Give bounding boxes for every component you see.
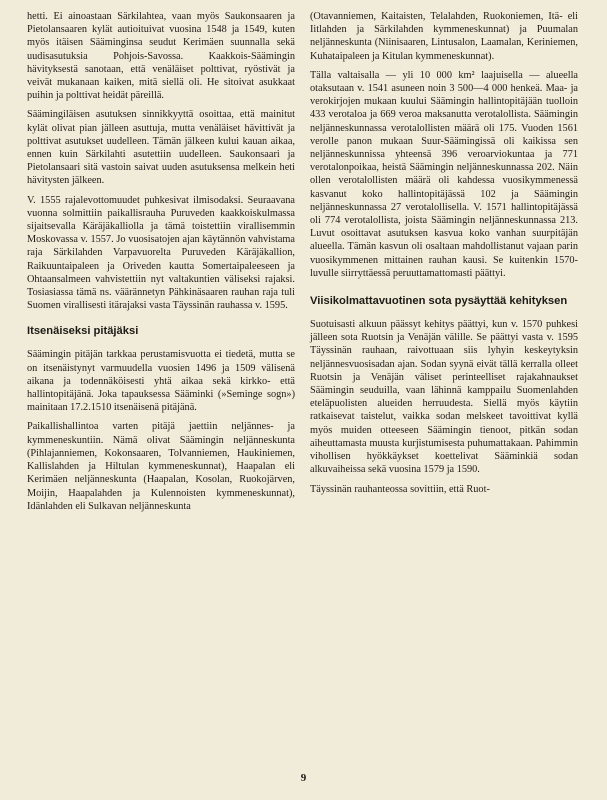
paragraph: Tälla valtaisalla — yli 10 000 km² laajuisella — alueella otaksutaan v. 1541 asuneen noin 3 500—4 000 henkeä. Maa- ja verokirjojen mukaan kuului Säämingin hallintopitäjään tuolloin 433 verotaloa ja 669 veroa maksanutta verotalollista. Säämingin neljänneskunnassa verotalollisten määrä oli 175. Vuoden 1561 verolle panon mukaan Suur-Säämingissä oli kaikissa sen neljänneskunnissa yhteensä 396 veroarviokuntaa ja 771 verotalonpoikaa, heistä Säämingin neljänneskunnassa 202. Näin ollen verotalollisten määrä oli kahdessa vuosikymmenessä kasvanut koko hallintopitäjässä 102 ja Säämingin neljänneskunnassa 27 verotalollisella. V. 1571 hallintopitäjässä oli 774 verotalollista, joista Säämingin neljänneskunnassa 213. Luvut osoittavat asutuksen kasvua koko vanhan suurpitäjän alueella. Tämän kasvun oli osaltaan mahdollistanut vajaan parin vuosikymmenen mittainen rauhan kausi. Se kuitenkin 1570-luvulle siirryttäessä peruuttamattomasti päättyi. (310, 69, 578, 279)
right-column (310, 10, 578, 502)
left-column (27, 10, 295, 519)
paragraph: hetti. Ei ainoastaan Särkilahtea, vaan myös Saukonsaaren ja Pietolansaaren kylät autioituivat vuosina 1548 ja 1549, kuten myös itäisen Sääminginsa seudut Kerimäen suunnalla sekä uudisasutuksia Pohjois-Savossa. Kaakkois-Säämingin hävityksestä sanotaan, että venäläiset polttivat, ryöstivät ja veivät mukanaan kaiken, mitä siellä oli. He sitoivat asukkaat puihin ja polttivat heidät päreillä. (27, 11, 295, 102)
paragraph: Täyssinän rauhanteossa sovittiin, että Ruot- (310, 483, 490, 495)
paragraph: Säämingiläisen asutuksen sinnikkyyttä osoittaa, että mainitut kylät olivat pian jälleen asuttuja, mutta venäläiset hävittivät ja polttivat asutukset uudelleen. Tämän jälkeen kului kauan aikaa, ennen kuin Särkilahti asutettiin uudelleen. Saukonsaari ja Pietolansaari sitä vastoin saivat uuden asutuksensa melkein heti hävitysten jälkeen. (27, 109, 295, 187)
paragraph: Paikallishallintoa varten pitäjä jaettiin neljännes- ja kymmeneskuntiin. Nämä olivat Säämingin neljänneskunta (Pihlajanniemen, Kokonsaaren, Tolvanniemen, Haukiniemen, Kallislahden ja Hiltulan kymmeneskunnat), Haapalan eli Kerimäen neljänneskunta (Haapalan, Kosolan, Ruokojärven, Moijin, Haapalahden ja Kulennoisten kymmeneskunnat), Idänlahden eli Sulkavan neljänneskunta (27, 421, 295, 512)
page-number: 9 (300, 772, 307, 784)
section-heading: Itsenäiseksi pitäjäksi (27, 325, 139, 338)
paragraph: V. 1555 rajalevottomuudet puhkesivat ilmisodaksi. Seuraavana vuonna solmittiin paikallisrauha Puruveden kaakkoiskulmassa sijaitsevalla Käräjäkalliolla ja tämä toistettiin virallisemmin Moskovassa v. 1557. Jo vuosisatojen ajan käytännön vahvistama raja Särkilahden Varpavuorelta Puruveden Käräjäkallion, Raikuuntaipaleen ja Oriveden kautta Somertaipaleeseen ja Ohtaansalmeen vahvistettiin nyt valtakuntien väliseksi rajaksi. Tosiasiassa tämä ns. väärännetyn Pähkinäsaaren rauhan raja tuli Suomen virallisesti itärajaksi vasta Täyssinän rauhassa v. 1595. (27, 194, 295, 312)
paragraph: Säämingin pitäjän tarkkaa perustamisvuotta ei tiedetä, mutta se on itsenäistynyt varmuudella vuosien 1496 ja 1509 välisenä aikana ja todennäköisesti yhtä aikaa sekä kirkko- että hallintopitäjänä. Joka tapauksessa Sääminki (»Seminge sogn») mainitaan 17.2.1510 itsenäisenä pitäjänä. (27, 349, 295, 414)
paragraph: (Otavanniemen, Kaitaisten, Telalahden, Ruokoniemen, Itä- eli Iitlahden ja Särkilahden kymmeneskunnat) ja Puumalan neljänneskunta (Niinisaaren, Lintusalon, Laamalan, Keriniemen, Kuhataipaleen ja Kitulan kymmeneskunnat). (310, 11, 578, 62)
paragraph: Suotuisasti alkuun päässyt kehitys päättyi, kun v. 1570 puhkesi jälleen sota Ruotsin ja Venäjän välille. Se päättyi vasta v. 1595 Täyssinän rauhaan, raivottuaan siis lyhyin keskeytyksin neljännesvuosisadan ajan. Sodan syynä eivät tällä kerralla olleet Ruotsin ja Venäjän väliset perinteelliset rajakahnaukset Säämingin seuduilla, vaan lähinnä kamppailu Suomenlahden eteläpuolisten alueiden herruudesta. Siellä myös käytiin ratkaisevat taistelut, vaikka sodan melskeet tavoittivat kyllä myös muiden otteeseen Säämingin tienoot, pitkän sodan aiheuttamasta muusta kurjistumisesta puhumattakaan. Pahimmin vihollisen hyökkäykset koettelivat Sääminkiä sodan alkuvaiheissa sekä vuosina 1579 ja 1590. (310, 319, 578, 476)
section-heading: Viisikolmattavuotinen sota pysäyttää kehityksen (310, 295, 568, 308)
